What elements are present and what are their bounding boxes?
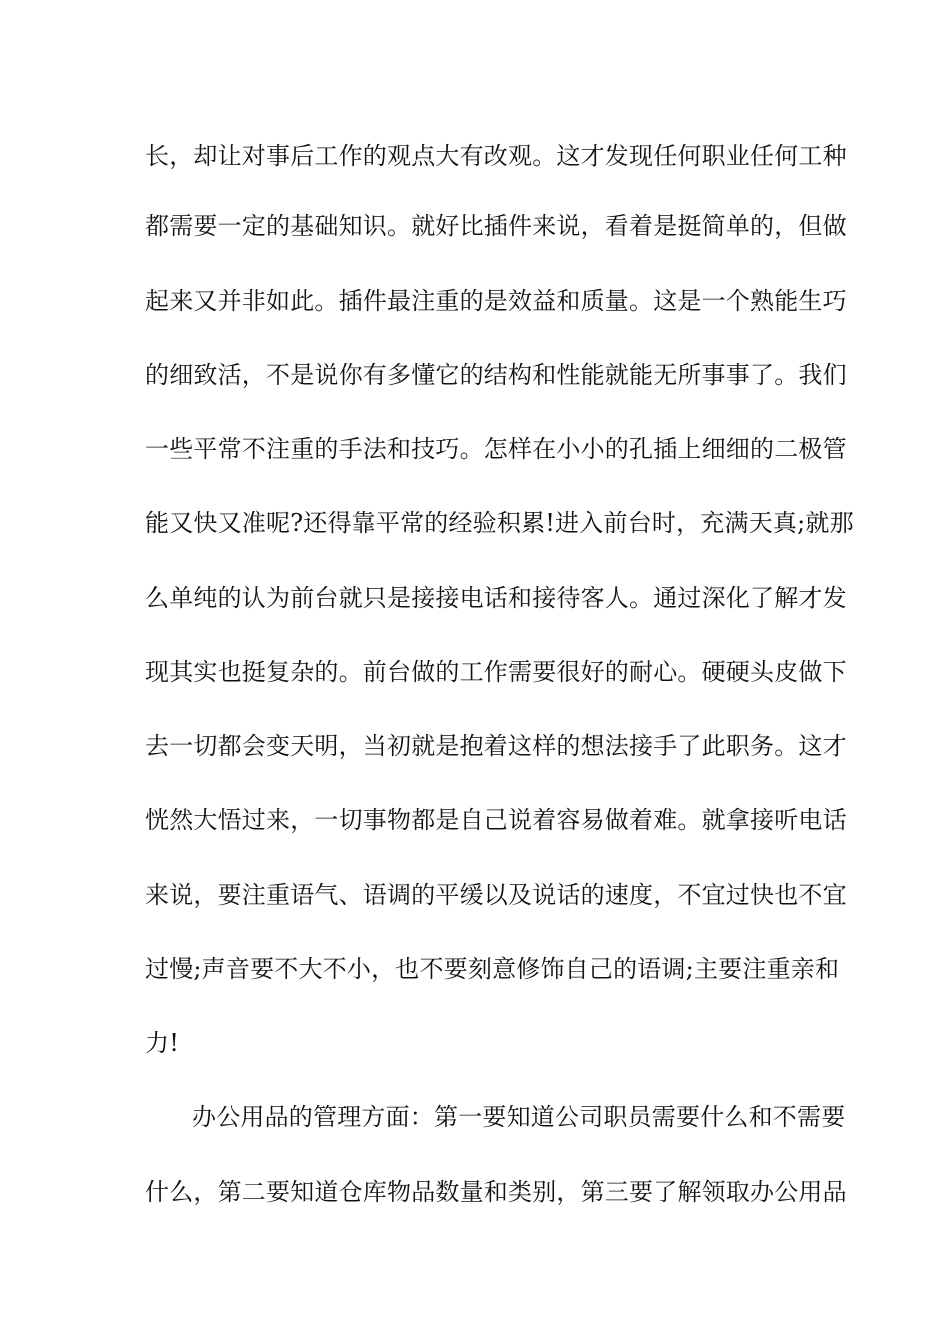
text-line: 过慢;声音要不大不小，也不要刻意修饰自己的语调;主要注重亲和 <box>145 955 840 983</box>
text-line: 去一切都会变天明，当初就是抱着这样的想法接手了此职务。这才 <box>145 732 847 760</box>
text-line: 什么，第二要知道仓库物品数量和类别，第三要了解领取办公用品 <box>145 1178 847 1206</box>
text-line: 一些平常不注重的手法和技巧。怎样在小小的孔插上细细的二极管 <box>145 435 847 463</box>
text-line: 么单纯的认为前台就只是接接电话和接待客人。通过深化了解才发 <box>145 584 847 612</box>
text-line: 来说，要注重语气、语调的平缓以及说话的速度，不宜过快也不宜 <box>145 881 847 909</box>
text-line: 的细致活，不是说你有多懂它的结构和性能就能无所事事了。我们 <box>145 361 847 389</box>
text-line: 长，却让对事后工作的观点大有改观。这才发现任何职业任何工种 <box>145 142 847 170</box>
text-line: 现其实也挺复杂的。前台做的工作需要很好的耐心。硬硬头皮做下 <box>145 658 847 686</box>
text-line: 能又快又准呢?还得靠平常的经验积累!进入前台时，充满天真;就那 <box>145 509 854 537</box>
text-line: 力! <box>145 1029 180 1057</box>
text-line: 恍然大悟过来，一切事物都是自己说着容易做着难。就拿接听电话 <box>145 806 847 834</box>
text-line: 起来又并非如此。插件最注重的是效益和质量。这是一个熟能生巧 <box>145 287 847 315</box>
text-line: 都需要一定的基础知识。就好比插件来说，看着是挺简单的，但做 <box>145 212 847 240</box>
paragraph-first-line: 办公用品的管理方面：第一要知道公司职员需要什么和不需要 <box>192 1103 846 1131</box>
